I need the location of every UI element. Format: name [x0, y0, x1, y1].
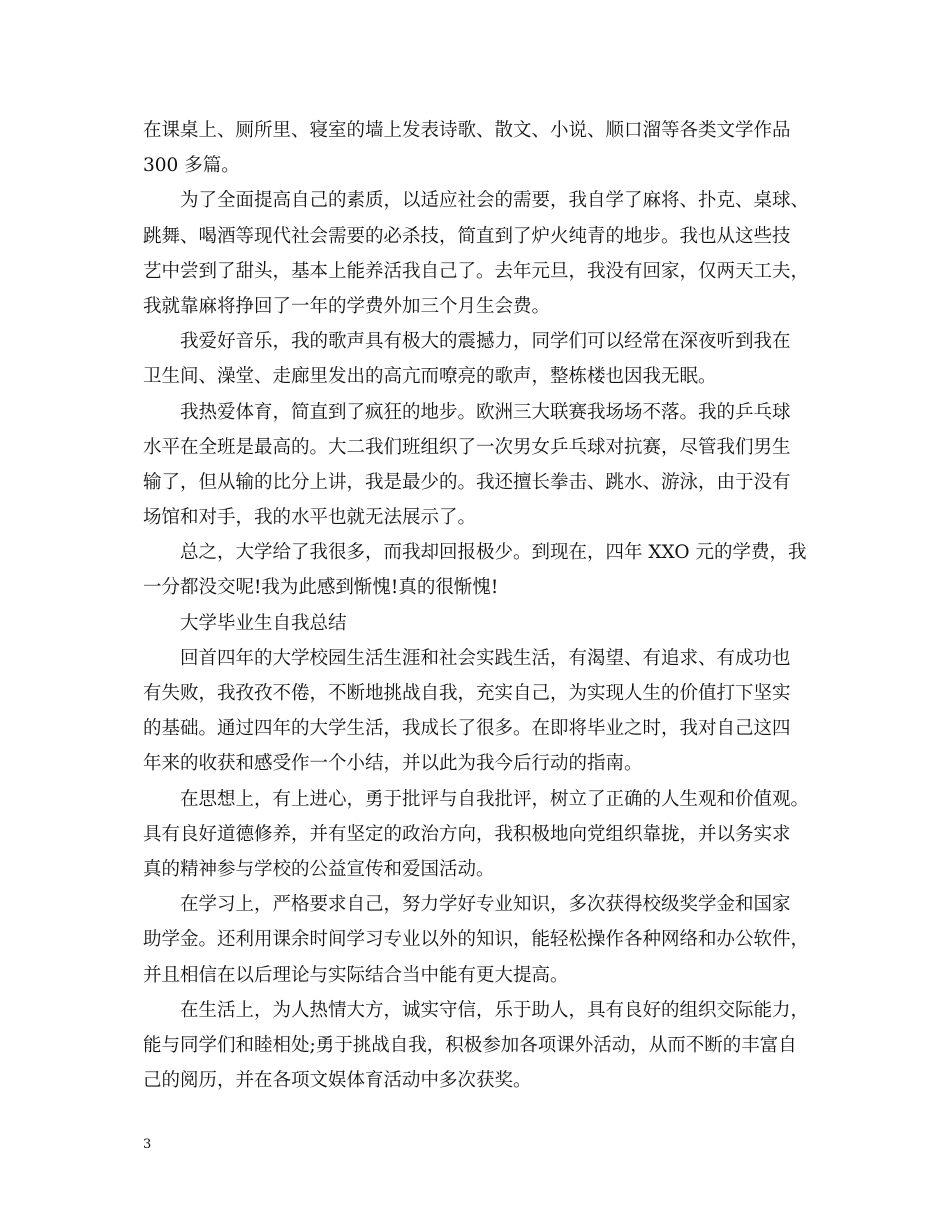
text-line: 在课桌上、厕所里、寝室的墙上发表诗歌、散文、小说、顺口溜等各类文学作品	[143, 120, 791, 141]
text-line: 能与同学们和睦相处;勇于挑战自我，积极参加各项课外活动，从而不断的丰富自	[143, 1034, 797, 1056]
text-line: 艺中尝到了甜头，基本上能养活我自己了。去年元旦，我没有回家，仅两天工夫，	[143, 260, 810, 282]
text-line: 场馆和对手，我的水平也就无法展示了。	[143, 507, 477, 529]
text-line: 水平在全班是最高的。大二我们班组织了一次男女乒乓球对抗赛，尽管我们男生	[143, 436, 791, 458]
text-line: 我就靠麻将挣回了一年的学费外加三个月生会费。	[143, 295, 551, 317]
paragraph-first-line: 大学毕业生自我总结	[180, 612, 347, 634]
paragraph-first-line: 在思想上，有上进心，勇于批评与自我批评，树立了正确的人生观和价值观。	[180, 788, 810, 810]
paragraph-first-line: 回首四年的大学校园生活生涯和社会实践生活，有渴望、有追求、有成功也	[180, 647, 791, 669]
text-line: 的基础。通过四年的大学生活，我成长了很多。在即将毕业之时，我对自己这四	[143, 718, 791, 740]
paragraph-first-line: 在生活上，为人热情大方，诚实守信，乐于助人，具有良好的组织交际能力，	[180, 999, 810, 1021]
paragraph-first-line: 在学习上，严格要求自己，努力学好专业知识，多次获得校级奖学金和国家	[180, 894, 791, 916]
text-line: 有失败，我孜孜不倦，不断地挑战自我，充实自己，为实现人生的价值打下坚实	[143, 683, 791, 704]
text-line: 真的精神参与学校的公益宣传和爱国活动。	[143, 858, 495, 880]
text-line: 卫生间、澡堂、走廊里发出的高亢而嘹亮的歌声，整栋楼也因我无眠。	[143, 366, 717, 388]
paragraph-first-line: 为了全面提高自己的素质，以适应社会的需要，我自学了麻将、扑克、桌球、	[180, 190, 810, 212]
paragraph-first-line: 总之，大学给了我很多，而我却回报极少。到现在，四年 XXO 元的学费，我	[180, 542, 807, 564]
text-line: 一分都没交呢!我为此感到惭愧!真的很惭愧!	[143, 577, 499, 599]
body-text	[143, 113, 810, 1098]
text-line: 并且相信在以后理论与实际结合当中能有更大提高。	[143, 964, 569, 986]
paragraph-first-line: 我热爱体育，简直到了疯狂的地步。欧洲三大联赛我场场不落。我的乒乓球	[180, 401, 791, 423]
text-line: 助学金。还利用课余时间学习专业以外的知识，能轻松操作各种网络和办公软件，	[143, 929, 810, 951]
text-line: 己的阅历，并在各项文娱体育活动中多次获奖。	[143, 1070, 532, 1092]
text-line: 输了，但从输的比分上讲，我是最少的。我还擅长拳击、跳水、游泳，由于没有	[143, 471, 791, 493]
text-line: 具有良好道德修养，并有坚定的政治方向，我积极地向党组织靠拢，并以务实求	[143, 823, 791, 845]
paragraph-first-line: 我爱好音乐，我的歌声具有极大的震撼力，同学们可以经常在深夜听到我在	[180, 331, 791, 353]
text-line: 跳舞、喝酒等现代社会需要的必杀技，简直到了炉火纯青的地步。我也从这些技	[143, 225, 791, 247]
page-number: 3	[143, 1137, 152, 1152]
text-line: 300 多篇。	[143, 155, 240, 177]
text-line: 年来的收获和感受作一个小结，并以此为我今后行动的指南。	[143, 753, 643, 775]
